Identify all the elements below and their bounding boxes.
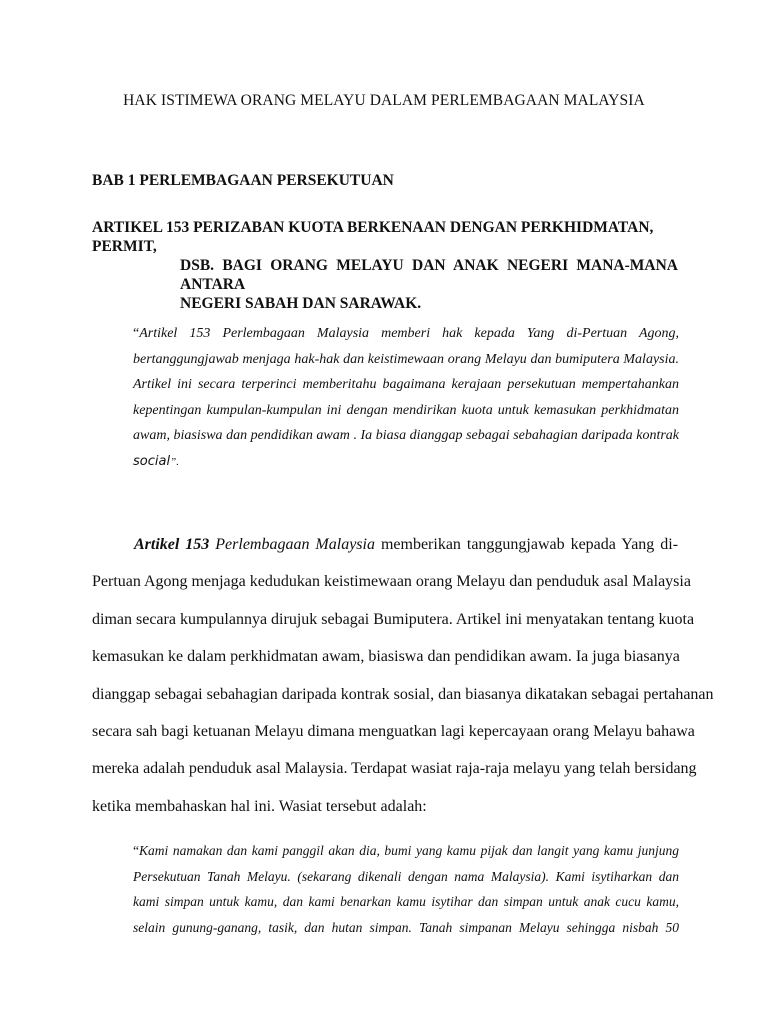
chapter-heading: BAB 1 PERLEMBAGAAN PERSEKUTUAN	[92, 172, 394, 189]
paragraph-line: mereka adalah penduduk asal Malaysia. Terdapat wasiat raja-raja melayu yang telah bersidang	[92, 760, 697, 778]
paragraph-line: secara sah bagi ketuanan Melayu dimana menguatkan lagi kepercayaan orang Melayu bahawa	[92, 723, 695, 741]
body-paragraph	[92, 526, 714, 825]
paragraph-line: dianggap sebagai sebahagian daripada kontrak sosial, dan biasanya dikatakan sebagai pertahanan	[92, 685, 714, 703]
quote-last-word: social	[133, 453, 171, 469]
quote-block-2	[133, 838, 679, 940]
paragraph-line: memberikan tanggungjawab kepada Yang di-	[380, 536, 679, 553]
quote-block-1	[133, 321, 679, 475]
quote-open-mark: “	[133, 843, 139, 858]
quote-line: Kami namakan dan kami panggil akan dia, bumi yang kamu pijak dan langit yang kamu junjung	[139, 843, 679, 858]
article-heading-line-3: NEGERI SABAH DAN SARAWAK.	[180, 295, 422, 312]
paragraph-line: kemasukan ke dalam perkhidmatan awam, biasiswa dan pendidikan awam. Ia juga biasanya	[92, 648, 680, 666]
quote-line: bertanggungjawab menjaga hak-hak dan keistimewaan orang Melayu dan bumiputera Malaysia.	[133, 351, 679, 367]
paragraph-line: ketika membahaskan hal ini. Wasiat tersebut adalah:	[92, 797, 427, 815]
quote-open-mark: “	[133, 326, 140, 341]
quote-close-mark: ”.	[170, 455, 179, 468]
document-title: HAK ISTIMEWA ORANG MELAYU DALAM PERLEMBAGAAN MALAYSIA	[123, 92, 645, 109]
quote-line: Persekutuan Tanah Melayu. (sekarang dikenali dengan nama Malaysia). Kami isytiharkan dan	[133, 868, 679, 884]
quote-line: awam, biasiswa dan pendidikan awam . Ia biasa dianggap sebagai sebahagian daripada kontrak	[133, 428, 679, 443]
paragraph-line: diman secara kumpulannya dirujuk sebagai Bumiputera. Artikel ini menyatakan tentang kuota	[92, 610, 695, 628]
paragraph-line: Pertuan Agong menjaga kedudukan keistimewaan orang Melayu dan penduduk asal Malaysia	[92, 573, 691, 591]
quote-line: kami simpan untuk kamu, dan kami benarkan kamu isytihar dan simpan untuk anak cucu kamu,	[133, 894, 679, 909]
quote-line: Artikel ini secara terperinci memberitahu bagaimana kerajaan persekutuan mempertahankan	[133, 377, 679, 392]
article-heading	[92, 218, 678, 313]
article-heading-line-2: DSB. BAGI ORANG MELAYU DAN ANAK NEGERI MANA-MANA ANTARA	[180, 257, 678, 293]
paragraph-lead-italic: Perlembagaan Malaysia	[215, 536, 375, 553]
paragraph-lead-bold: Artikel 153	[134, 536, 210, 553]
quote-line: kepentingan kumpulan-kumpulan ini dengan mendirikan kuota untuk kemasukan perkhidmatan	[133, 402, 679, 418]
article-heading-line-1: ARTIKEL 153 PERIZABAN KUOTA BERKENAAN DENGAN PERKHIDMATAN, PERMIT,	[92, 219, 654, 255]
quote-line: selain gunung-ganang, tasik, dan hutan simpan. Tanah simpanan Melayu sehingga nisbah 50	[133, 919, 679, 935]
quote-line: Artikel 153 Perlembagaan Malaysia memberi hak kepada Yang di-Pertuan Agong,	[139, 326, 679, 341]
